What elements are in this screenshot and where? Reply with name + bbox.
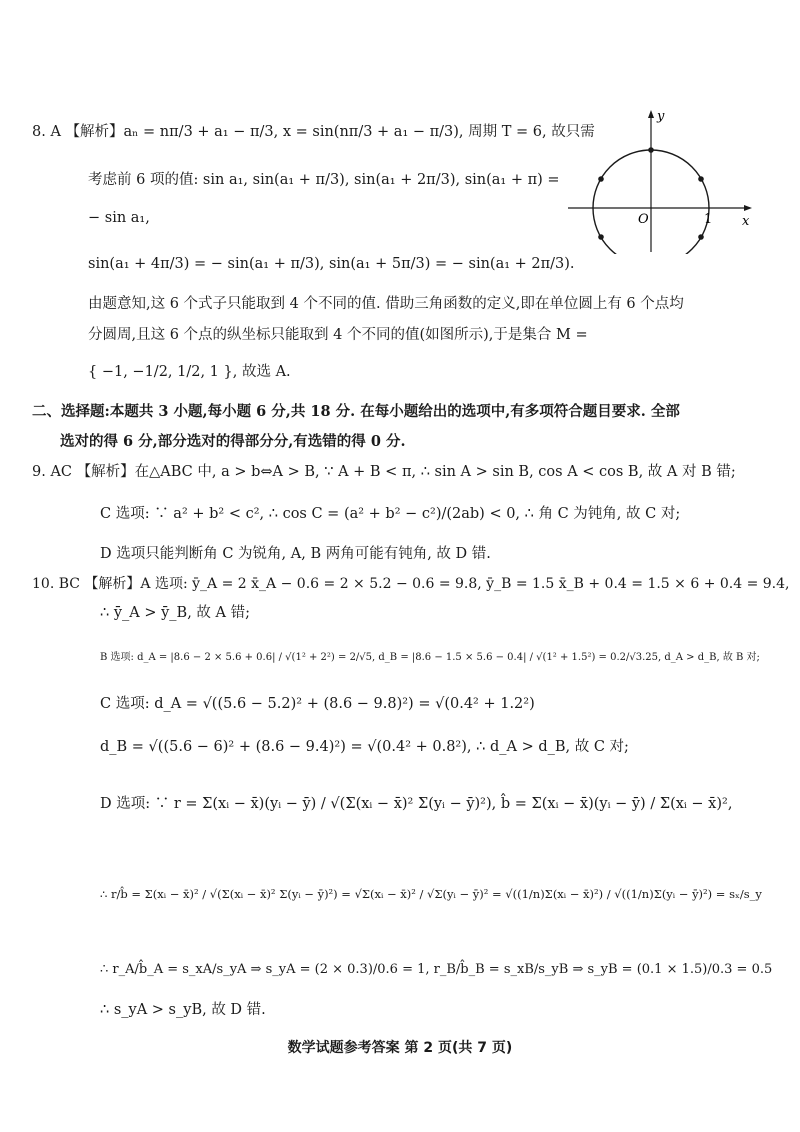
y-axis-arrow-icon xyxy=(648,110,654,118)
q10-line-6: D 选项: ∵ r = Σ(xᵢ − x̄)(yᵢ − ȳ) / √(Σ(xᵢ − x̄)² Σ(yᵢ − ȳ)²), b̂ = Σ(xᵢ − x̄)(yᵢ − ȳ) / Σ(xᵢ − x̄)², xyxy=(100,796,733,812)
q10-line-7: ∴ r/b̂ = Σ(xᵢ − x̄)² / √(Σ(xᵢ − x̄)² Σ(yᵢ − ȳ)²) = √Σ(xᵢ − x̄)² / √Σ(yᵢ − ȳ)² = √((1/n)Σ(xᵢ − x̄)²) / √((1/n)Σ(yᵢ − ȳ)²) = sₓ/s_y xyxy=(100,887,762,901)
origin-label: O xyxy=(638,212,649,227)
q9-line-1: 9. AC 【解析】在△ABC 中, a > b⇔A > B, ∵ A + B < π, ∴ sin A > sin B, cos A < cos B, 故 A 对 B 错; xyxy=(32,464,736,480)
q10-line-5: d_B = √((5.6 − 6)² + (8.6 − 9.4)²) = √(0.4² + 0.8²), ∴ d_A > d_B, 故 C 对; xyxy=(100,739,629,755)
unit-circle-figure xyxy=(562,104,762,254)
q8-line-5: 由题意知,这 6 个式子只能取到 4 个不同的值. 借助三角函数的定义,即在单位圆上有 6 个点均 xyxy=(88,296,684,312)
q8-line-6: 分圆周,且这 6 个点的纵坐标只能取到 4 个不同的值(如图所示),于是集合 M = xyxy=(88,327,588,343)
circle-point xyxy=(698,176,704,182)
circle-point xyxy=(698,234,704,240)
q10-line-8: ∴ r_A/b̂_A = s_xA/s_yA ⇒ s_yA = (2 × 0.3)/0.6 = 1, r_B/b̂_B = s_xB/s_yB ⇒ s_yB = (0.1 × 1.5)/0.3 = 0.5 xyxy=(100,962,773,977)
circle-point xyxy=(598,234,604,240)
q10-line-9: ∴ s_yA > s_yB, 故 D 错. xyxy=(100,1002,266,1018)
section-heading-line-1: 二、选择题:本题共 3 小题,每小题 6 分,共 18 分. 在每小题给出的选项中,有多项符合题目要求. 全部 xyxy=(32,403,680,420)
q8-line-4: sin(a₁ + 4π/3) = − sin(a₁ + π/3), sin(a₁ + 5π/3) = − sin(a₁ + 2π/3). xyxy=(88,256,575,272)
q10-line-2: ∴ ȳ_A > ȳ_B, 故 A 错; xyxy=(100,605,251,621)
q8-line-7: { −1, −1/2, 1/2, 1 }, 故选 A. xyxy=(88,364,291,380)
q8-line-1: 8. A 【解析】aₙ = nπ/3 + a₁ − π/3, x = sin(nπ/3 + a₁ − π/3), 周期 T = 6, 故只需 xyxy=(32,124,595,140)
q8-line-2: 考虑前 6 项的值: sin a₁, sin(a₁ + π/3), sin(a₁ + 2π/3), sin(a₁ + π) = xyxy=(88,172,560,188)
x-axis-arrow-icon xyxy=(744,205,752,211)
circle-point xyxy=(598,176,604,182)
unit-tick-label: 1 xyxy=(704,212,713,227)
q9-line-2: C 选项: ∵ a² + b² < c², ∴ cos C = (a² + b² − c²)/(2ab) < 0, ∴ 角 C 为钝角, 故 C 对; xyxy=(100,506,681,522)
circle-point xyxy=(648,147,654,153)
q10-line-4: C 选项: d_A = √((5.6 − 5.2)² + (8.6 − 9.8)²) = √(0.4² + 1.2²) xyxy=(100,696,535,712)
x-axis-label: x xyxy=(742,214,750,229)
q9-line-3: D 选项只能判断角 C 为锐角, A, B 两角可能有钝角, 故 D 错. xyxy=(100,546,491,562)
q8-line-3: − sin a₁, xyxy=(88,210,150,226)
q10-line-3: B 选项: d_A = |8.6 − 2 × 5.6 + 0.6| / √(1² + 2²) = 2/√5, d_B = |8.6 − 1.5 × 5.6 − 0.4| / √(1² + 1.5²) = 0.2/√3.25, d_A > d_B, 故 B 对; xyxy=(100,652,760,663)
y-axis-label: y xyxy=(657,109,665,124)
section-heading-line-2: 选对的得 6 分,部分选对的得部分分,有选错的得 0 分. xyxy=(60,433,406,450)
page-footer: 数学试题参考答案 第 2 页(共 7 页) xyxy=(287,1040,513,1056)
q10-line-1: 10. BC 【解析】A 选项: ȳ_A = 2 x̄_A − 0.6 = 2 × 5.2 − 0.6 = 9.8, ȳ_B = 1.5 x̄_B + 0.4 = 1.5 × 6 + 0.4 = 9.4, xyxy=(32,576,790,592)
